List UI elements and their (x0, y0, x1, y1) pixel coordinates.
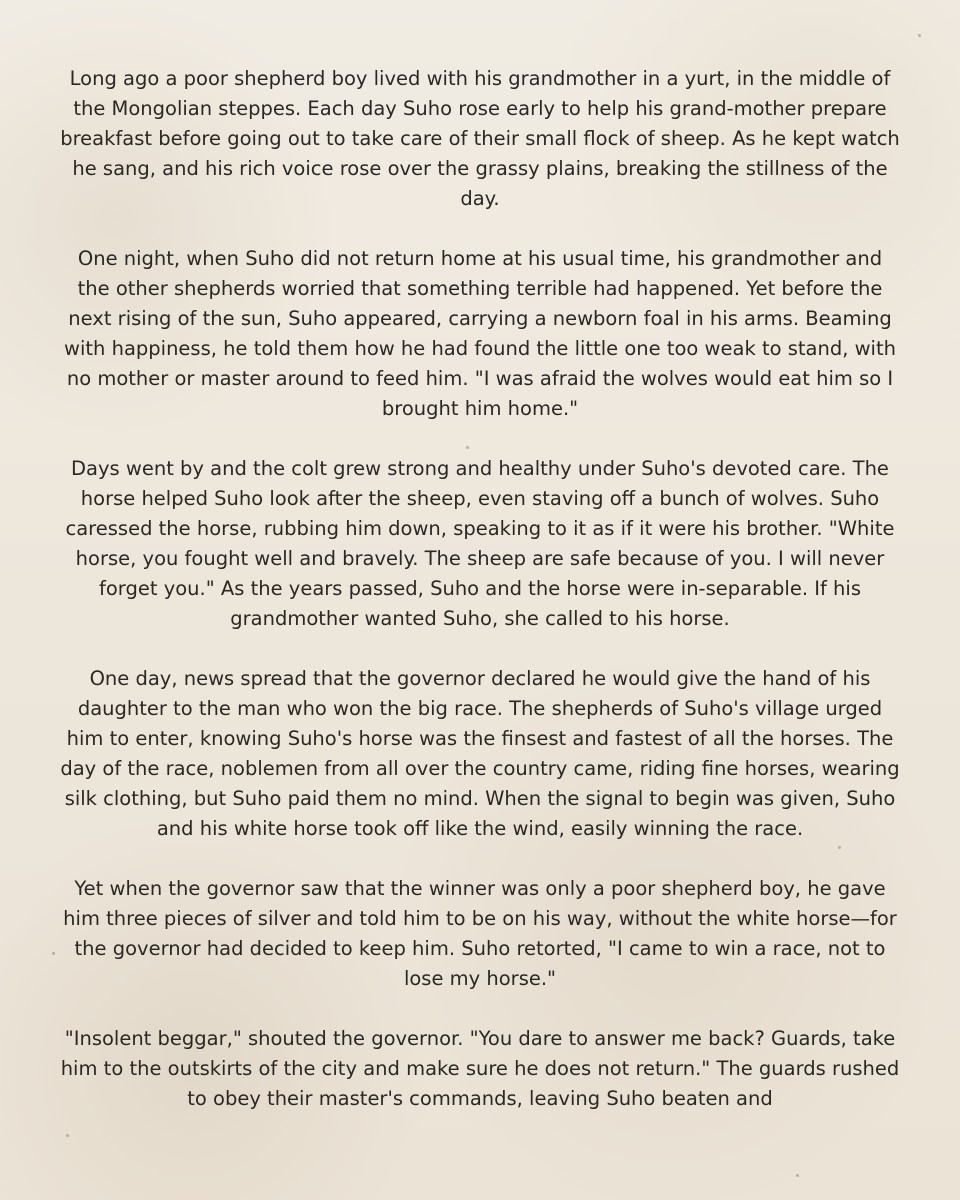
story-paragraph-6: "Insolent beggar," shouted the governor. "You dare to answer me back? Guards, take him to the outskirts of the city and make sure he does not return." The guards rushed to obey their master's commands, leaving Suho beaten and (60, 1027, 900, 1110)
paper-speck (52, 952, 55, 955)
story-paragraph-4: One day, news spread that the governor declared he would give the hand of his daughter to the man who won the big race. The shepherds of Suho's village urged him to enter, knowing Suho's horse was the finsest and fastest of all the horses. The day of the race, noblemen from all over the country came, riding fine horses, wearing silk clothing, but Suho paid them no mind. When the signal to begin was given, Suho and his white horse took off like the wind, easily winning the race. (60, 667, 900, 840)
story-text (60, 64, 900, 1114)
paper-speck (796, 1174, 799, 1177)
paper-speck (66, 1134, 69, 1137)
story-paragraph-5: Yet when the governor saw that the winner was only a poor shepherd boy, he gave him three pieces of silver and told him to be on his way, without the white horse—for the governor had decided to keep him. Suho retorted, "I came to win a race, not to lose my horse." (63, 877, 897, 990)
story-paragraph-2: One night, when Suho did not return home at his usual time, his grandmother and the other shepherds worried that something terrible had happened. Yet before the next rising of the sun, Suho appeared, carrying a newborn foal in his arms. Beaming with happiness, he told them how he had found the little one too weak to stand, with no mother or master around to feed him. "I was afraid the wolves would eat him so I brought him home." (64, 247, 896, 420)
story-paragraph-1: Long ago a poor shepherd boy lived with his grandmother in a yurt, in the middle of the Mongolian steppes. Each day Suho rose early to help his grand-mother prepare breakfast before going out to take care of their small flock of sheep. As he kept watch he sang, and his rich voice rose over the grassy plains, breaking the stillness of the day. (60, 67, 900, 210)
story-paragraph-3: Days went by and the colt grew strong and healthy under Suho's devoted care. The horse helped Suho look after the sheep, even staving off a bunch of wolves. Suho caressed the horse, rubbing him down, speaking to it as if it were his brother. "White horse, you fought well and bravely. The sheep are safe because of you. I will never forget you." As the years passed, Suho and the horse were in-separable. If his grandmother wanted Suho, she called to his horse. (65, 457, 895, 630)
paper-speck (918, 34, 921, 37)
